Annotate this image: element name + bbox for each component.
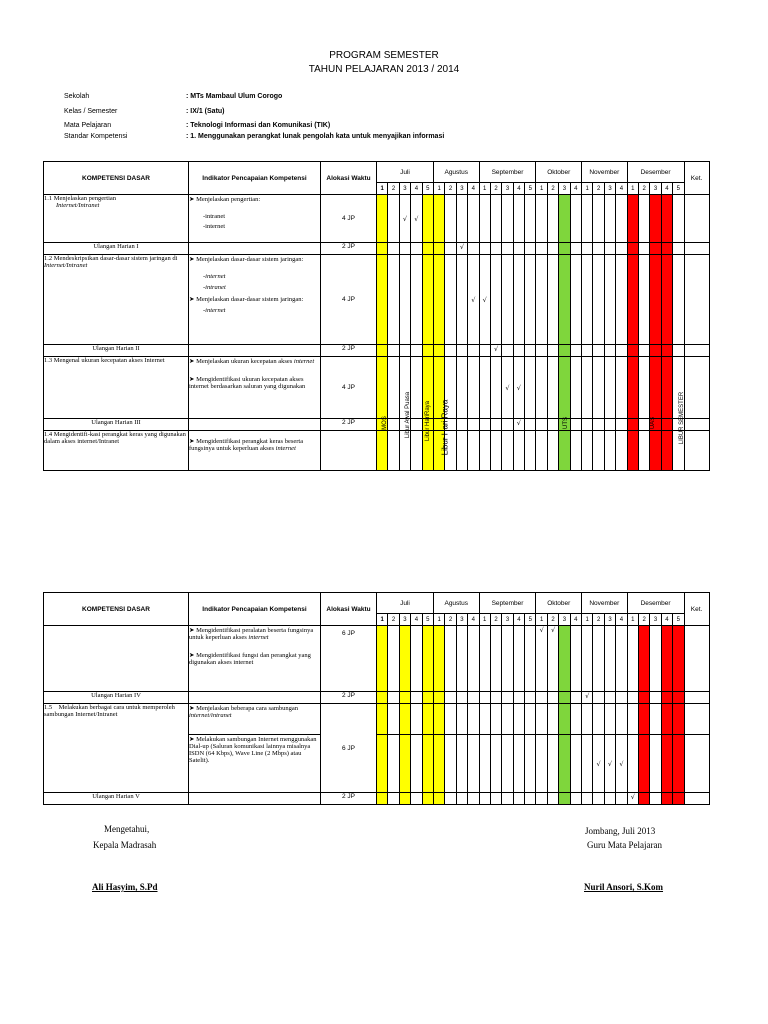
sig-left-line2: Kepala Madrasah: [93, 840, 157, 850]
week-cell: 2: [388, 614, 399, 626]
week-cell: 3: [502, 614, 513, 626]
doc-title: PROGRAM SEMESTER: [329, 50, 439, 61]
week-cell: 1: [479, 183, 490, 195]
week-cell: 3: [559, 614, 570, 626]
jp-cell: 6 JP: [321, 626, 377, 692]
week-cell: 1: [433, 183, 444, 195]
month-oktober: Oktober: [536, 162, 582, 183]
week-cell: 1: [377, 183, 388, 195]
table-row: 1.1 Menjelaskan pengertian Internet/Intranet ➤ Menjelaskan pengertian: -intranet -internet 4 JP √ √: [44, 195, 710, 243]
month-november: November: [582, 162, 628, 183]
header-ket: Ket.: [684, 593, 709, 626]
ulangan-harian: Ulangan Harian I: [44, 243, 189, 255]
week-cell: 2: [547, 183, 558, 195]
sig-right-name: Nuril Ansori, S.Kom: [584, 882, 664, 892]
week-cell: 1: [377, 614, 388, 626]
table-row: Ulangan Harian II 2 JP √: [44, 345, 710, 357]
table-row: 1.3 Mengenal ukuran kecepatan akses Internet ➤ Menjelaskan ukuran kecepatan akses internet ➤ Mengidentifikasi ukuran kecepatan akses internet berdasarkan saluran yang digunakan 4 JP √ √: [44, 357, 710, 419]
week-cell: 4: [513, 183, 524, 195]
label-libur-hari-raya: Libur Hari Raya: [440, 399, 450, 456]
week-cell: 3: [604, 183, 615, 195]
label-mos: MOS: [382, 416, 388, 430]
week-cell: 4: [411, 614, 422, 626]
week-cell: 3: [502, 183, 513, 195]
week-cell: 2: [593, 614, 604, 626]
month-september: September: [479, 593, 536, 614]
month-november: November: [582, 593, 628, 614]
week-cell: 1: [479, 614, 490, 626]
week-cell: 2: [490, 614, 501, 626]
kd-cell: 1.1 Menjelaskan pengertian Internet/Intranet: [44, 195, 189, 243]
week-cell: 2: [445, 183, 456, 195]
week-cell: 2: [445, 614, 456, 626]
week-cell: 4: [661, 614, 672, 626]
week-cell: 4: [570, 614, 581, 626]
header-ket: Ket.: [684, 162, 709, 195]
label-libur-awal-puasa: Libur Awal Puasa: [405, 391, 411, 439]
info-label: Sekolah: [64, 93, 90, 100]
table-row: Ulangan Harian IV 2 JP √: [44, 692, 710, 704]
info-label: Kelas / Semester: [64, 108, 118, 115]
month-desember: Desember: [627, 593, 684, 614]
week-cell: 4: [616, 183, 627, 195]
week-cell: 1: [433, 614, 444, 626]
header-aw: Alokasi Waktu: [321, 162, 377, 195]
jp-cell: 2 JP: [321, 345, 377, 357]
indicator-cell: ➤ Mengidentifikasi perangkat keras beserta fungsinya untuk keperluan akses internet: [189, 431, 321, 471]
info-value: : Teknologi Informasi dan Komunikasi (TIK): [186, 122, 331, 129]
semester-table-1: [43, 161, 710, 471]
info-label: Standar Kompetensi: [64, 133, 128, 140]
header-ipk: Indikator Pencapaian Kompetensi: [189, 162, 321, 195]
week-cell: 2: [593, 183, 604, 195]
ulangan-harian: Ulangan Harian III: [44, 419, 189, 431]
table-row: ➤ Melakukan sambungan Internet menggunakan Dial-up (Saluran komunikasi lainnya misalnya ISDN (64 Kbps), Wave Line (2 Mbps) atau Satelit). √ √ √: [44, 735, 710, 793]
jp-cell: 4 JP: [321, 357, 377, 419]
table-row: Ulangan Harian V 2 JP √: [44, 793, 710, 805]
indicator-cell: ➤ Melakukan sambungan Internet menggunakan Dial-up (Saluran komunikasi lainnya misalnya ISDN (64 Kbps), Wave Line (2 Mbps) atau Satelit).: [189, 735, 321, 793]
header-kd: KOMPETENSI DASAR: [44, 593, 189, 626]
table-row: Ulangan Harian III 2 JP √: [44, 419, 710, 431]
week-cell: 2: [388, 183, 399, 195]
label-uas: UAS: [650, 416, 656, 430]
week-cell: 1: [627, 183, 638, 195]
week-cell: 1: [627, 614, 638, 626]
sig-left-name: Ali Hasyim, S.Pd: [92, 882, 158, 892]
label-uts: UTS: [563, 417, 569, 429]
week-cell: 3: [650, 614, 661, 626]
kd-cell: 1.3 Mengenal ukuran kecepatan akses Internet: [44, 357, 189, 419]
info-value: : IX/1 (Satu): [186, 108, 225, 115]
week-cell: 5: [673, 614, 684, 626]
info-value: : MTs Mambaul Ulum Corogo: [186, 93, 283, 100]
sig-right-line2: Guru Mata Pelajaran: [587, 840, 662, 850]
label-libur-hari-raya-small: Libur HariRaya: [425, 400, 431, 442]
table-row: [44, 704, 710, 735]
ulangan-harian: Ulangan Harian V: [44, 793, 189, 805]
week-cell: 1: [582, 183, 593, 195]
week-cell: 3: [604, 614, 615, 626]
ulangan-harian: Ulangan Harian II: [44, 345, 189, 357]
week-cell: 4: [411, 183, 422, 195]
week-cell: 1: [582, 614, 593, 626]
jp-cell: 4 JP: [321, 195, 377, 243]
jp-cell: 2 JP: [321, 692, 377, 704]
week-cell: 5: [673, 183, 684, 195]
ulangan-harian: Ulangan Harian IV: [44, 692, 189, 704]
week-cell: 3: [456, 614, 467, 626]
week-cell: 1: [536, 614, 547, 626]
week-cell: 2: [547, 614, 558, 626]
week-cell: 5: [422, 183, 433, 195]
week-cell: 4: [661, 183, 672, 195]
week-cell: 2: [490, 183, 501, 195]
week-cell: 5: [525, 614, 536, 626]
week-cell: 2: [638, 183, 649, 195]
jp-cell: 6 JP: [321, 704, 377, 793]
jp-cell: 4 JP: [321, 255, 377, 345]
jp-cell: 2 JP: [321, 793, 377, 805]
sig-right-line1: Jombang, Juli 2013: [585, 826, 656, 836]
week-cell: 4: [570, 183, 581, 195]
page-gap: [43, 474, 693, 594]
indicator-cell: ➤ Menjelaskan pengertian: -intranet -internet: [189, 195, 321, 243]
doc-subtitle: TAHUN PELAJARAN 2013 / 2014: [308, 64, 460, 75]
table-row: Ulangan Harian I 2 JP √: [44, 243, 710, 255]
table-row: [44, 431, 710, 471]
indicator-cell: ➤ Menjelaskan dasar-dasar sistem jaringan: -internet -intranet ➤ Menjelaskan dasar-dasar sistem jaringan: -internet: [189, 255, 321, 345]
month-agustus: Agustus: [433, 593, 479, 614]
week-cell: 2: [638, 614, 649, 626]
header-ipk: Indikator Pencapaian Kompetensi: [189, 593, 321, 626]
table-row: 1.2 Mendeskripsikan dasar-dasar sistem jaringan di Internet/Intranet ➤ Menjelaskan dasar-dasar sistem jaringan: -internet -intranet ➤ Menjelaskan dasar-dasar sistem jaringan: -internet 4 JP √ √: [44, 255, 710, 345]
header-aw: Alokasi Waktu: [321, 593, 377, 626]
kd-cell: 1.4 Mengidentifi-kasi perangkat keras yang digunakan dalam akses internet/Intranet: [44, 431, 189, 471]
week-cell: 4: [616, 614, 627, 626]
week-cell: 4: [468, 183, 479, 195]
info-value: : 1. Menggunakan perangkat lunak pengolah kata untuk menyajikan informasi: [186, 133, 445, 140]
week-cell: 5: [525, 183, 536, 195]
month-juli: Juli: [377, 593, 434, 614]
month-september: September: [479, 162, 536, 183]
indicator-cell: ➤ Menjelaskan beberapa cara sambungan internet/intranet: [189, 704, 321, 735]
week-cell: 3: [456, 183, 467, 195]
week-cell: 1: [536, 183, 547, 195]
kd-cell: 1.5 Melakukan berbagai cara untuk memperoleh sambungan Internet/Intranet: [44, 704, 189, 793]
indicator-cell: ➤ Menjelaskan ukuran kecepatan akses internet ➤ Mengidentifikasi ukuran kecepatan akses internet berdasarkan saluran yang digunakan: [189, 357, 321, 419]
jp-cell: 2 JP: [321, 419, 377, 431]
jp-cell: 2 JP: [321, 243, 377, 255]
month-desember: Desember: [627, 162, 684, 183]
month-agustus: Agustus: [433, 162, 479, 183]
week-cell: 3: [399, 183, 410, 195]
sig-left-line1: Mengetahui,: [104, 824, 150, 834]
week-cell: 5: [422, 614, 433, 626]
month-oktober: Oktober: [536, 593, 582, 614]
week-cell: 3: [650, 183, 661, 195]
month-juli: Juli: [377, 162, 434, 183]
week-cell: 4: [468, 614, 479, 626]
week-cell: 3: [399, 614, 410, 626]
info-label: Mata Pelajaran: [64, 122, 112, 129]
label-libur-semester: LIBUR SEMESTER: [679, 391, 685, 445]
kd-cell: 1.2 Mendeskripsikan dasar-dasar sistem jaringan di Internet/Intranet: [44, 255, 189, 345]
week-cell: 4: [513, 614, 524, 626]
header-kd: KOMPETENSI DASAR: [44, 162, 189, 195]
table-row: ➤ Mengidentifikasi peralatan beserta fungsinya untuk keperluan akses internet ➤ Mengidentifikasi fungsi dan perangkat yang digunakan akses internet 6 JP √ √: [44, 626, 710, 692]
week-cell: 3: [559, 183, 570, 195]
indicator-cell: ➤ Mengidentifikasi peralatan beserta fungsinya untuk keperluan akses internet ➤ Mengidentifikasi fungsi dan perangkat yang digunakan akses internet: [189, 626, 321, 692]
semester-table-2: [43, 592, 710, 805]
